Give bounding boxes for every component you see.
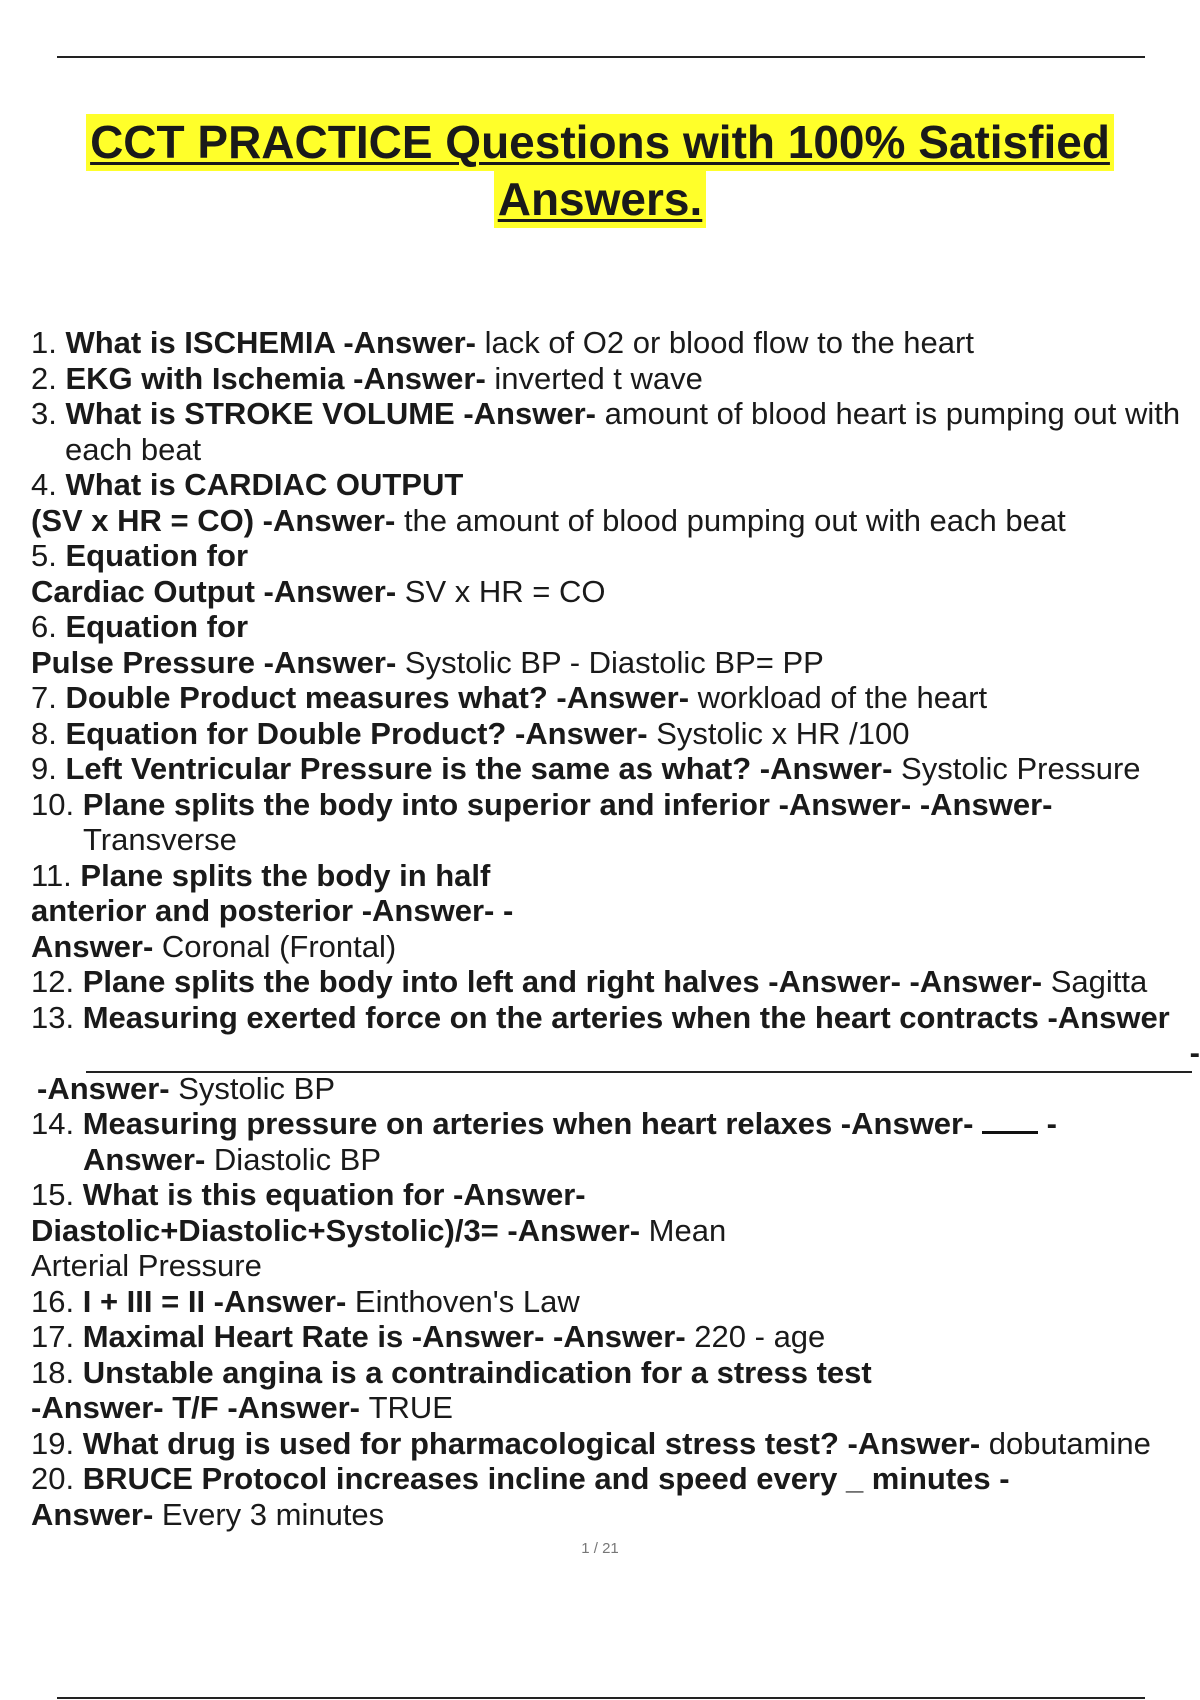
qa-item-10: 10. Plane splits the body into superior and inferior -Answer- -Answer- bbox=[31, 786, 1053, 822]
qa-item-6-cont: Pulse Pressure -Answer- Systolic BP - Diastolic BP= PP bbox=[31, 644, 824, 680]
qa-item-14-cont: Answer- Diastolic BP bbox=[83, 1141, 382, 1177]
qa-item-20: 20. BRUCE Protocol increases incline and speed every _ minutes - bbox=[31, 1461, 1010, 1496]
qa-item-3-cont: each beat bbox=[65, 431, 202, 467]
qa-item-13: 13. Measuring exerted force on the arteries when the heart contracts -Answer bbox=[31, 999, 1170, 1035]
qa-item-4-cont: (SV x HR = CO) -Answer- the amount of blood pumping out with each beat bbox=[31, 502, 1066, 538]
qa-item-11-cont2: Answer- Coronal (Frontal) bbox=[31, 928, 397, 964]
title-line-1: CCT PRACTICE Questions with 100% Satisfied bbox=[86, 114, 1114, 171]
qa-list bbox=[31, 325, 1200, 1532]
top-rule bbox=[57, 56, 1145, 58]
document-title bbox=[0, 114, 1200, 228]
qa-item-1: 1. What is ISCHEMIA -Answer- lack of O2 or blood flow to the heart bbox=[31, 325, 974, 360]
qa-item-9: 9. Left Ventricular Pressure is the same as what? -Answer- Systolic Pressure bbox=[31, 751, 1141, 786]
qa-item-15-cont: Diastolic+Diastolic+Systolic)/3= -Answer- Mean bbox=[31, 1212, 727, 1248]
qa-item-8: 8. Equation for Double Product? -Answer- Systolic x HR /100 bbox=[31, 715, 910, 751]
qa-item-18-cont: -Answer- T/F -Answer- TRUE bbox=[31, 1390, 453, 1425]
qa-item-4: 4. What is CARDIAC OUTPUT bbox=[31, 467, 464, 502]
qa-item-10-cont: Transverse bbox=[83, 822, 237, 857]
qa-item-6: 6. Equation for bbox=[31, 609, 249, 644]
qa-item-12: 12. Plane splits the body into left and right halves -Answer- -Answer- Sagitta bbox=[31, 964, 1148, 999]
title-line-2: Answers. bbox=[494, 171, 707, 228]
qa-item-7: 7. Double Product measures what? -Answer- workload of the heart bbox=[31, 680, 988, 715]
qa-item-19: 19. What drug is used for pharmacological stress test? -Answer- dobutamine bbox=[31, 1425, 1151, 1461]
qa-item-13-dash: - bbox=[1189, 1035, 1200, 1070]
qa-item-5-cont: Cardiac Output -Answer- SV x HR = CO bbox=[31, 573, 606, 609]
page-number: 1 / 21 bbox=[581, 1540, 619, 1557]
qa-item-13-cont: -Answer- Systolic BP bbox=[37, 1070, 336, 1106]
page-break-rule bbox=[86, 1071, 1192, 1073]
qa-item-3: 3. What is STROKE VOLUME -Answer- amount of blood heart is pumping out with bbox=[31, 396, 1181, 431]
qa-item-20-cont: Answer- Every 3 minutes bbox=[31, 1496, 385, 1532]
qa-item-15: 15. What is this equation for -Answer- bbox=[31, 1177, 586, 1212]
qa-item-2: 2. EKG with Ischemia -Answer- inverted t wave bbox=[31, 360, 703, 396]
qa-item-16: 16. I + III = II -Answer- Einthoven's Law bbox=[31, 1283, 580, 1319]
qa-item-11-cont: anterior and posterior -Answer- - bbox=[31, 893, 514, 928]
qa-item-11: 11. Plane splits the body in half bbox=[31, 857, 491, 893]
qa-item-18: 18. Unstable angina is a contraindication for a stress test bbox=[31, 1354, 872, 1390]
bottom-rule bbox=[57, 1697, 1145, 1699]
qa-item-15-cont2: Arterial Pressure bbox=[31, 1248, 262, 1283]
qa-item-5: 5. Equation for bbox=[31, 538, 249, 573]
qa-item-17: 17. Maximal Heart Rate is -Answer- -Answer- 220 - age bbox=[31, 1319, 826, 1354]
answer-blank bbox=[982, 1107, 1038, 1134]
qa-item-14: 14. Measuring pressure on arteries when heart relaxes -Answer- - bbox=[31, 1106, 1057, 1141]
